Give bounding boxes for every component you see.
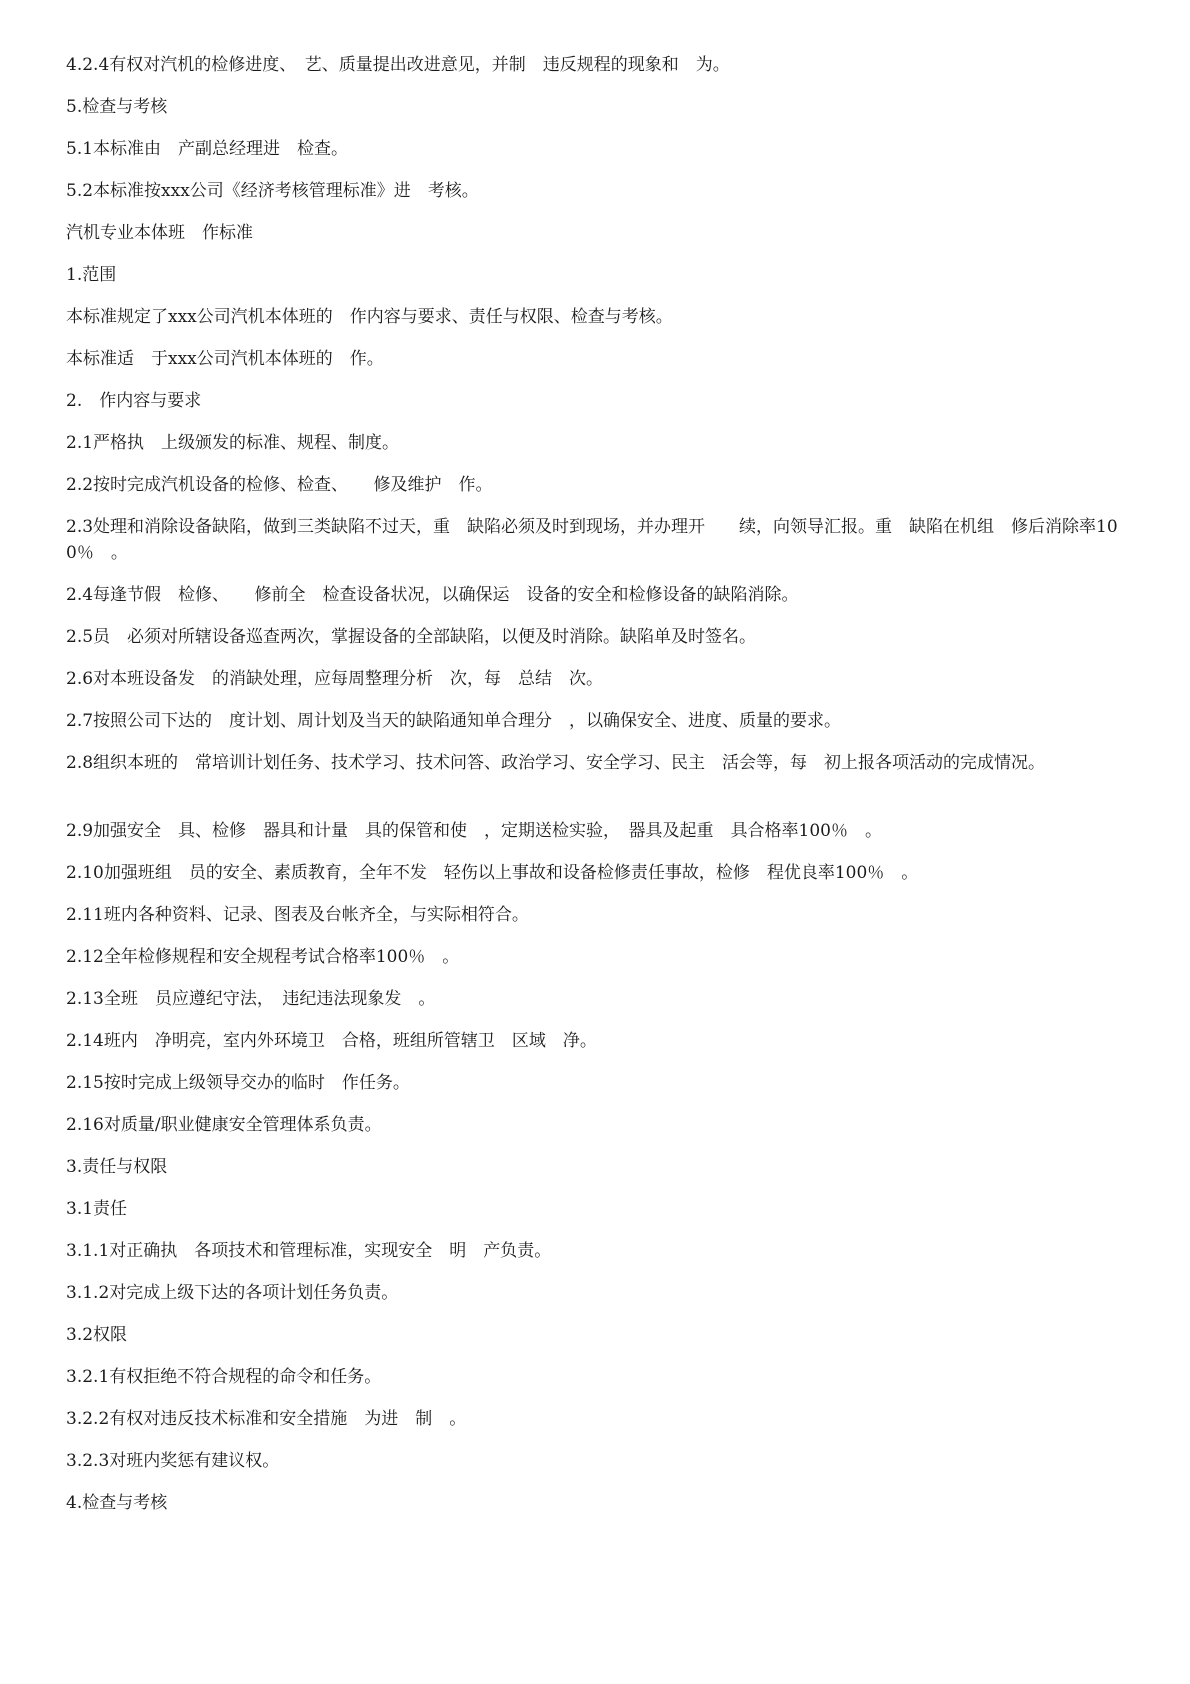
section-5-heading: 5.检查与考核 [66, 97, 168, 117]
clause-2-13: 2.13全班 员应遵纪守法， 违纪违法现象发 。 [66, 989, 436, 1009]
section-2-heading: 2. 作内容与要求 [66, 391, 202, 411]
clause-2-11: 2.11班内各种资料、记录、图表及台帐齐全，与实际相符合。 [66, 905, 529, 925]
clause-4-2-4: 4.2.4有权对汽机的检修进度、 艺、质量提出改进意见，并制 违反规程的现象和 为。 [66, 55, 730, 75]
clause-3-2-1: 3.2.1有权拒绝不符合规程的命令和任务。 [66, 1367, 382, 1387]
clause-2-16: 2.16对质量/职业健康安全管理体系负责。 [66, 1115, 382, 1135]
clause-2-5: 2.5员 必须对所辖设备巡查两次，掌握设备的全部缺陷，以便及时消除。缺陷单及时签名。 [66, 627, 757, 647]
clause-2-8: 2.8组织本班的 常培训计划任务、技术学习、技术问答、政治学习、安全学习、民主 活会等，每 初上报各项活动的完成情况。 [66, 753, 1046, 773]
clause-3-1-2: 3.1.2对完成上级下达的各项计划任务负责。 [66, 1283, 399, 1303]
section-4-heading: 4.检查与考核 [66, 1493, 168, 1513]
scope-paragraph-2: 本标准适 于xxx公司汽机本体班的 作。 [66, 349, 384, 369]
clause-2-12: 2.12全年检修规程和安全规程考试合格率100％ 。 [66, 947, 460, 967]
clause-5-2: 5.2本标准按xxx公司《经济考核管理标准》进 考核。 [66, 181, 479, 201]
clause-2-7: 2.7按照公司下达的 度计划、周计划及当天的缺陷通知单合理分 ，以确保安全、进度、质量的要求。 [66, 711, 842, 731]
clause-2-6: 2.6对本班设备发 的消缺处理，应每周整理分析 次，每 总结 次。 [66, 669, 604, 689]
clause-3-2-2: 3.2.2有权对违反技术标准和安全措施 为进 制 。 [66, 1409, 467, 1429]
document-title: 汽机专业本体班 作标准 [66, 223, 253, 243]
clause-2-15: 2.15按时完成上级领导交办的临时 作任务。 [66, 1073, 410, 1093]
clause-3-1-1: 3.1.1对正确执 各项技术和管理标准，实现安全 明 产负责。 [66, 1241, 552, 1261]
clause-3-2-3: 3.2.3对班内奖惩有建议权。 [66, 1451, 280, 1471]
clause-2-9: 2.9加强安全 具、检修 器具和计量 具的保管和使 ，定期送检实验， 器具及起重 具合格率100％ 。 [66, 821, 882, 841]
section-3-heading: 3.责任与权限 [66, 1157, 168, 1177]
section-1-heading: 1.范围 [66, 265, 117, 285]
clause-2-4: 2.4每逢节假 检修、 修前全 检查设备状况，以确保运 设备的安全和检修设备的缺陷消除。 [66, 585, 799, 605]
scope-paragraph-1: 本标准规定了xxx公司汽机本体班的 作内容与要求、责任与权限、检查与考核。 [66, 307, 673, 327]
clause-5-1: 5.1本标准由 产副总经理进 检查。 [66, 139, 349, 159]
clause-2-2: 2.2按时完成汽机设备的检修、检查、 修及维护 作。 [66, 475, 493, 495]
clause-2-10: 2.10加强班组 员的安全、素质教育，全年不发 轻伤以上事故和设备检修责任事故，检修 程优良率100％ 。 [66, 863, 919, 883]
clause-3-1-heading: 3.1责任 [66, 1199, 128, 1219]
clause-3-2-heading: 3.2权限 [66, 1325, 128, 1345]
clause-2-14: 2.14班内 净明亮，室内外环境卫 合格，班组所管辖卫 区域 净。 [66, 1031, 597, 1051]
clause-2-3: 2.3处理和消除设备缺陷，做到三类缺陷不过天，重 缺陷必须及时到现场，并办理开 续，向领导汇报。重 缺陷在机组 修后消除率100％ 。 [66, 517, 1118, 563]
clause-2-1: 2.1严格执 上级颁发的标准、规程、制度。 [66, 433, 400, 453]
